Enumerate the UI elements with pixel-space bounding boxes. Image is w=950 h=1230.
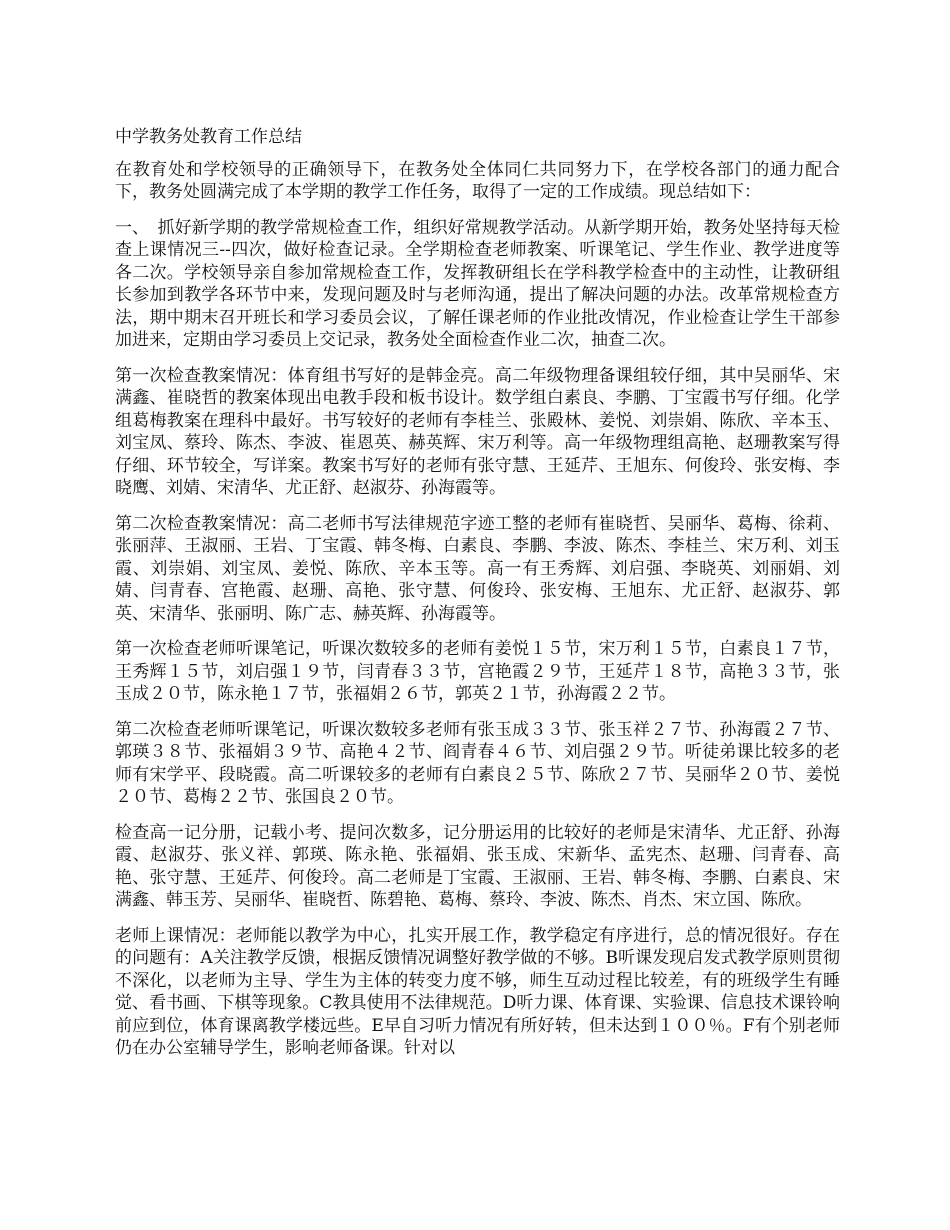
document-page bbox=[115, 126, 840, 1073]
paragraph-second-observation-notes-check: 第二次检查老师听课笔记，听课次数较多老师有张玉成３３节、张玉祥２７节、孙海霞２７节、郭瑛３８节、张福娟３９节、高艳４２节、阎青春４６节、刘启强２９节。听徒弟课比较多的老师有宋学平、段晓霞。高二听课较多的老师有白素良２５节、陈欣２７节、吴丽华２０节、姜悦２０节、葛梅２２节、张国良２０节。 bbox=[115, 719, 840, 807]
paragraph-first-observation-notes-check: 第一次检查老师听课笔记，听课次数较多的老师有姜悦１５节，宋万利１５节，白素良１７节，王秀辉１５节，刘启强１９节，闫青春３３节，宫艳霞２９节，王延芹１８节，高艳３３节，张玉成２０节，陈永艳１７节，张福娟２６节，郭英２１节，孙海霞２２节。 bbox=[115, 639, 840, 704]
paragraph-teaching-status: 老师上课情况：老师能以教学为中心，扎实开展工作，教学稳定有序进行，总的情况很好。存在的问题有：A关注教学反馈，根据反馈情况调整好教学做的不够。B听课发现启发式教学原则贯彻不深化，以老师为主导、学生为主体的转变力度不够，师生互动过程比较差，有的班级学生有睡觉、看书画、下棋等现象。C教具使用不法律规范。D听力课、体育课、实验课、信息技术课铃响前应到位，体育课离教学楼远些。E早自习听力情况有所好转，但未达到１００％。F有个别老师仍在办公室辅导学生，影响老师备课。针对以 bbox=[115, 925, 840, 1058]
document-title: 中学教务处教育工作总结 bbox=[115, 127, 302, 147]
paragraph-first-lesson-plan-check: 第一次检查教案情况：体育组书写好的是韩金亮。高二年级物理备课组较仔细，其中吴丽华、宋满鑫、崔晓哲的教案体现出电教手段和板书设计。数学组白素良、李鹏、丁宝霞书写仔细。化学组葛梅教案在理科中最好。书写较好的老师有李桂兰、张殿林、姜悦、刘崇娟、陈欣、辛本玉、刘宝凤、蔡玲、陈杰、李波、崔恩英、赫英辉、宋万利等。高一年级物理组高艳、赵珊教案写得仔细、环节较全，写详案。教案书写好的老师有张守慧、王延芹、王旭东、何俊玲、张安梅、李晓鹰、刘婧、宋清华、尤正舒、赵淑芬、孙海霞等。 bbox=[115, 365, 840, 498]
paragraph-intro: 在教育处和学校领导的正确领导下，在教务处全体同仁共同努力下，在学校各部门的通力配合下，教务处圆满完成了本学期的教学工作任务，取得了一定的工作成绩。现总结如下： bbox=[115, 159, 840, 202]
paragraph-second-lesson-plan-check: 第二次检查教案情况：高二老师书写法律规范字迹工整的老师有崔晓哲、吴丽华、葛梅、徐莉、张丽萍、王淑丽、王岩、丁宝霞、韩冬梅、白素良、李鹏、李波、陈杰、李桂兰、宋万利、刘玉霞、刘崇娟、刘宝凤、姜悦、陈欣、辛本玉等。高一有王秀辉、刘启强、李晓英、刘丽娟、刘婧、闫青春、宫艳霞、赵珊、高艳、张守慧、何俊玲、张安梅、王旭东、尤正舒、赵淑芬、郭英、宋清华、张丽明、陈广志、赫英辉、孙海霞等。 bbox=[115, 513, 840, 624]
paragraph-routine-inspection: 一、 抓好新学期的教学常规检查工作，组织好常规教学活动。从新学期开始，教务处坚持每天检查上课情况三--四次，做好检查记录。全学期检查老师教案、听课笔记、学生作业、教学进度等各二次。学校领导亲自参加常规检查工作，发挥教研组长在学科教学检查中的主动性，让教研组长参加到教学各环节中来，发现问题及时与老师沟通，提出了解决问题的办法。改革常规检查方法，期中期末召开班长和学习委员会议，了解任课老师的作业批改情况，作业检查让学生干部参加进来，定期由学习委员上交记录，教务处全面检查作业二次，抽查二次。 bbox=[115, 217, 840, 350]
paragraph-gradebook-check: 检查高一记分册，记载小考、提问次数多，记分册运用的比较好的老师是宋清华、尤正舒、孙海霞、赵淑芬、张义祥、郭瑛、陈永艳、张福娟、张玉成、宋新华、孟宪杰、赵珊、闫青春、高艳、张守慧、王延芹、何俊玲。高二老师是丁宝霞、王淑丽、王岩、韩冬梅、李鹏、白素良、宋满鑫、韩玉芳、吴丽华、崔晓哲、陈碧艳、葛梅、蔡玲、李波、陈杰、肖杰、宋立国、陈欣。 bbox=[115, 822, 840, 910]
